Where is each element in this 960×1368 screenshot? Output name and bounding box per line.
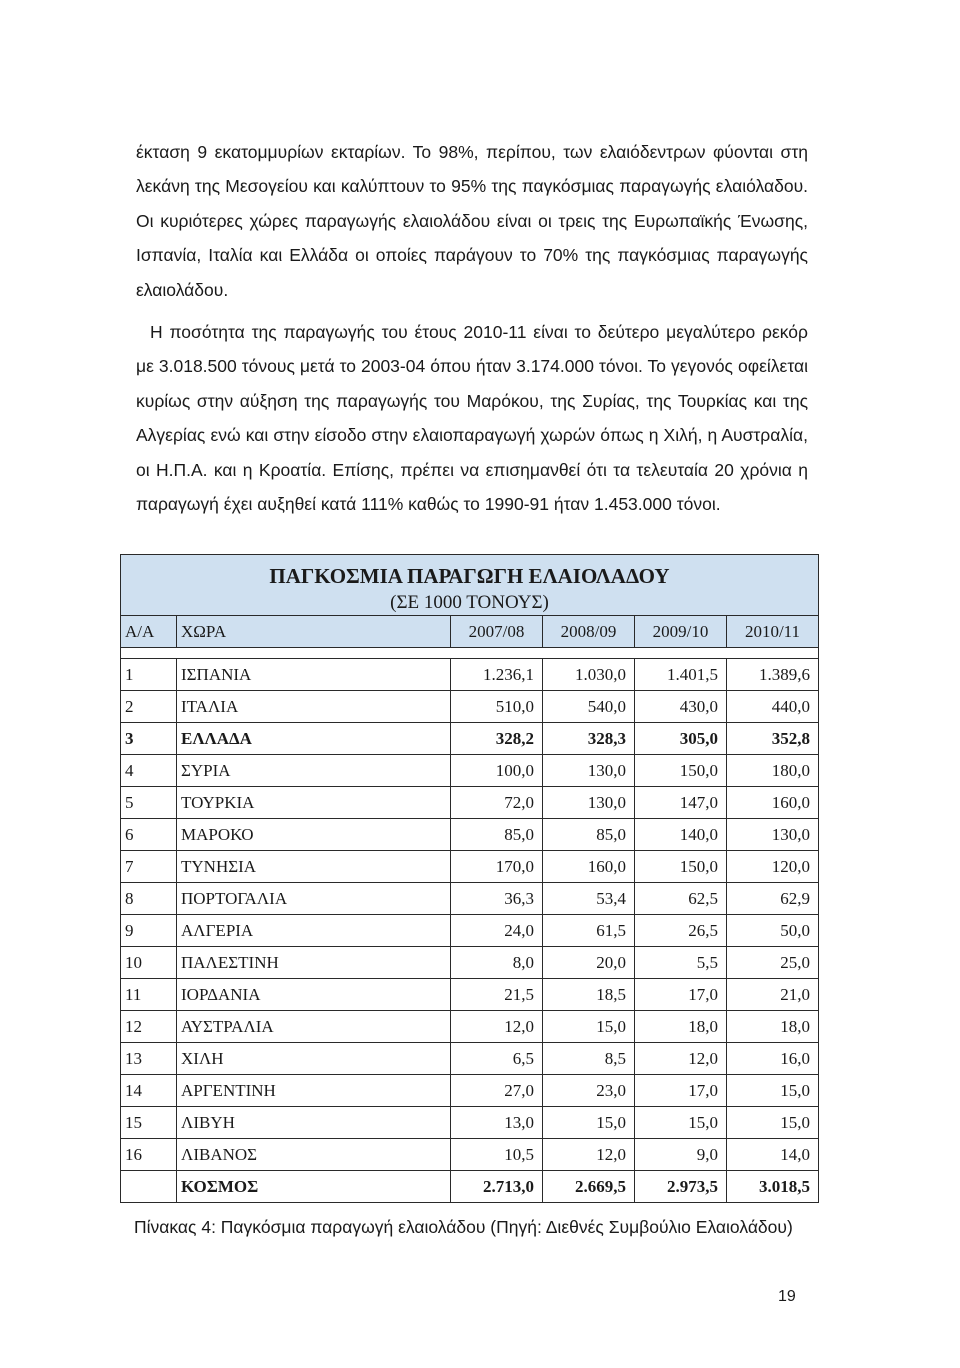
cell-2010-11: 1.389,6: [727, 659, 819, 691]
cell-country: ΙΟΡΔΑΝΙΑ: [177, 979, 451, 1011]
cell-country: ΣΥΡΙΑ: [177, 755, 451, 787]
cell-index: 8: [121, 883, 177, 915]
cell-2007-08: 8,0: [451, 947, 543, 979]
cell-2008-09: 540,0: [543, 691, 635, 723]
cell-2008-09: 8,5: [543, 1043, 635, 1075]
table-row: [121, 883, 819, 915]
cell-2009-10: 150,0: [635, 755, 727, 787]
cell-index: [121, 1171, 177, 1203]
cell-2008-09: 130,0: [543, 787, 635, 819]
table-caption: Πίνακας 4: Παγκόσμια παραγωγή ελαιολάδου (Πηγή: Διεθνές Συμβούλιο Ελαιολάδου): [134, 1217, 793, 1237]
cell-country: ΧΙΛΗ: [177, 1043, 451, 1075]
cell-2009-10: 1.401,5: [635, 659, 727, 691]
cell-2010-11: 16,0: [727, 1043, 819, 1075]
cell-2009-10: 15,0: [635, 1107, 727, 1139]
cell-2009-10: 5,5: [635, 947, 727, 979]
cell-2007-08: 1.236,1: [451, 659, 543, 691]
cell-2008-09: 23,0: [543, 1075, 635, 1107]
cell-2010-11: 352,8: [727, 723, 819, 755]
cell-country: ΑΛΓΕΡΙΑ: [177, 915, 451, 947]
cell-2009-10: 305,0: [635, 723, 727, 755]
cell-2009-10: 26,5: [635, 915, 727, 947]
cell-2009-10: 12,0: [635, 1043, 727, 1075]
cell-index: 1: [121, 659, 177, 691]
cell-2007-08: 12,0: [451, 1011, 543, 1043]
cell-2010-11: 18,0: [727, 1011, 819, 1043]
table-row: [121, 723, 819, 755]
cell-2008-09: 15,0: [543, 1011, 635, 1043]
table-row: [121, 1075, 819, 1107]
cell-index: 10: [121, 947, 177, 979]
cell-2009-10: 17,0: [635, 979, 727, 1011]
cell-2010-11: 50,0: [727, 915, 819, 947]
cell-2010-11: 15,0: [727, 1107, 819, 1139]
cell-2007-08: 13,0: [451, 1107, 543, 1139]
cell-country: ΛΙΒΥΗ: [177, 1107, 451, 1139]
table-row: [121, 691, 819, 723]
table-row: [121, 947, 819, 979]
cell-2007-08: 2.713,0: [451, 1171, 543, 1203]
page-number: 19: [778, 1288, 796, 1305]
table-row: [121, 915, 819, 947]
header-country: ΧΩΡΑ: [177, 616, 451, 648]
cell-index: 4: [121, 755, 177, 787]
cell-2008-09: 53,4: [543, 883, 635, 915]
cell-2009-10: 62,5: [635, 883, 727, 915]
body-paragraph-2: Η ποσότητα της παραγωγής του έτους 2010-11 είναι το δεύτερο μεγαλύτερο ρεκόρ με 3.018.500 τόνους μετά το 2003-04 όπου ήταν 3.174.000 τόνοι. Το γεγονός οφείλεται κυρίως στην αύξηση της παραγωγής του Μαρόκου, της Συρίας, της Τουρκίας και της Αλγερίας ενώ και στην είσοδο στην ελαιοπαραγωγή χωρών όπως η Χιλή, η Αυστραλία, οι Η.Π.Α. και η Κροατία. Επίσης, πρέπει να επισημανθεί ότι τα τελευταία 20 χρόνια η παραγωγή έχει αυξηθεί κατά 111% καθώς το 1990-91 ήταν 1.453.000 τόνοι.: [136, 321, 808, 514]
cell-2009-10: 430,0: [635, 691, 727, 723]
cell-2008-09: 61,5: [543, 915, 635, 947]
cell-2009-10: 147,0: [635, 787, 727, 819]
cell-2007-08: 328,2: [451, 723, 543, 755]
cell-index: 5: [121, 787, 177, 819]
cell-index: 3: [121, 723, 177, 755]
cell-index: 13: [121, 1043, 177, 1075]
cell-2008-09: 18,5: [543, 979, 635, 1011]
table-title: ΠΑΓΚΟΣΜΙΑ ΠΑΡΑΓΩΓΗ ΕΛΑΙΟΛΑΔΟΥ: [269, 564, 670, 588]
table-row: [121, 659, 819, 691]
cell-2008-09: 130,0: [543, 755, 635, 787]
table-row: [121, 851, 819, 883]
cell-2010-11: 180,0: [727, 755, 819, 787]
cell-index: 12: [121, 1011, 177, 1043]
cell-index: 14: [121, 1075, 177, 1107]
cell-2009-10: 17,0: [635, 1075, 727, 1107]
table-body: [121, 659, 819, 1203]
cell-index: 2: [121, 691, 177, 723]
cell-2010-11: 120,0: [727, 851, 819, 883]
cell-2009-10: 9,0: [635, 1139, 727, 1171]
cell-2007-08: 21,5: [451, 979, 543, 1011]
cell-country: ΠΑΛΕΣΤΙΝΗ: [177, 947, 451, 979]
table-row: [121, 1107, 819, 1139]
cell-2007-08: 36,3: [451, 883, 543, 915]
cell-2007-08: 85,0: [451, 819, 543, 851]
cell-index: 7: [121, 851, 177, 883]
cell-2007-08: 170,0: [451, 851, 543, 883]
table-row: [121, 1139, 819, 1171]
cell-2009-10: 18,0: [635, 1011, 727, 1043]
table-row: [121, 819, 819, 851]
cell-2010-11: 25,0: [727, 947, 819, 979]
cell-2010-11: 14,0: [727, 1139, 819, 1171]
cell-2010-11: 62,9: [727, 883, 819, 915]
cell-2008-09: 1.030,0: [543, 659, 635, 691]
cell-2008-09: 20,0: [543, 947, 635, 979]
cell-country: ΙΤΑΛΙΑ: [177, 691, 451, 723]
cell-2010-11: 440,0: [727, 691, 819, 723]
header-2007-08: 2007/08: [451, 616, 543, 648]
header-2008-09: 2008/09: [543, 616, 635, 648]
cell-2007-08: 510,0: [451, 691, 543, 723]
cell-2009-10: 150,0: [635, 851, 727, 883]
header-2010-11: 2010/11: [727, 616, 819, 648]
cell-country: ΕΛΛΑΔΑ: [177, 723, 451, 755]
table-row: [121, 1011, 819, 1043]
cell-2007-08: 27,0: [451, 1075, 543, 1107]
cell-2010-11: 3.018,5: [727, 1171, 819, 1203]
cell-country: ΛΙΒΑΝΟΣ: [177, 1139, 451, 1171]
cell-country: ΜΑΡΟΚΟ: [177, 819, 451, 851]
cell-2010-11: 130,0: [727, 819, 819, 851]
cell-2008-09: 160,0: [543, 851, 635, 883]
cell-country: ΤΟΥΡΚΙΑ: [177, 787, 451, 819]
cell-country: ΚΟΣΜΟΣ: [177, 1171, 451, 1203]
cell-2008-09: 2.669,5: [543, 1171, 635, 1203]
cell-2009-10: 140,0: [635, 819, 727, 851]
cell-2007-08: 10,5: [451, 1139, 543, 1171]
table-row: [121, 1043, 819, 1075]
table-title-cell: [121, 555, 819, 616]
header-index: Α/Α: [121, 616, 177, 648]
table-row: [121, 787, 819, 819]
cell-2010-11: 15,0: [727, 1075, 819, 1107]
header-2009-10: 2009/10: [635, 616, 727, 648]
cell-2010-11: 160,0: [727, 787, 819, 819]
cell-country: ΤΥΝΗΣΙΑ: [177, 851, 451, 883]
table-row: [121, 979, 819, 1011]
cell-2009-10: 2.973,5: [635, 1171, 727, 1203]
cell-2008-09: 328,3: [543, 723, 635, 755]
cell-2010-11: 21,0: [727, 979, 819, 1011]
cell-2007-08: 72,0: [451, 787, 543, 819]
cell-country: ΑΥΣΤΡΑΛΙΑ: [177, 1011, 451, 1043]
cell-index: 6: [121, 819, 177, 851]
total-row: [121, 1171, 819, 1203]
cell-index: 9: [121, 915, 177, 947]
cell-2008-09: 85,0: [543, 819, 635, 851]
table-subtitle: (ΣΕ 1000 ΤΟΝΟΥΣ): [390, 592, 549, 613]
cell-index: 16: [121, 1139, 177, 1171]
cell-2008-09: 12,0: [543, 1139, 635, 1171]
header-spacer: [121, 648, 819, 659]
body-paragraph-1: έκταση 9 εκατομμυρίων εκταρίων. Το 98%, περίπου, των ελαιόδεντρων φύονται στη λεκάνη της Μεσογείου και καλύπτουν το 95% της παγκόσμιας παραγωγής ελαιόλαδου. Οι κυριότερες χώρες παραγωγής ελαιολάδου είναι οι τρεις της Ευρωπαϊκής Ένωσης, Ισπανία, Ιταλία και Ελλάδα οι οποίες παράγουν το 70% της παγκόσμιας παραγωγής ελαιολάδου.: [136, 141, 808, 300]
cell-index: 11: [121, 979, 177, 1011]
cell-2007-08: 6,5: [451, 1043, 543, 1075]
table-row: [121, 755, 819, 787]
cell-2007-08: 100,0: [451, 755, 543, 787]
cell-2008-09: 15,0: [543, 1107, 635, 1139]
table-header-row: [121, 616, 819, 648]
cell-country: ΙΣΠΑΝΙΑ: [177, 659, 451, 691]
cell-country: ΠΟΡΤΟΓΑΛΙΑ: [177, 883, 451, 915]
cell-2007-08: 24,0: [451, 915, 543, 947]
olive-oil-production-table: [120, 554, 818, 1203]
cell-country: ΑΡΓΕΝΤΙΝΗ: [177, 1075, 451, 1107]
cell-index: 15: [121, 1107, 177, 1139]
